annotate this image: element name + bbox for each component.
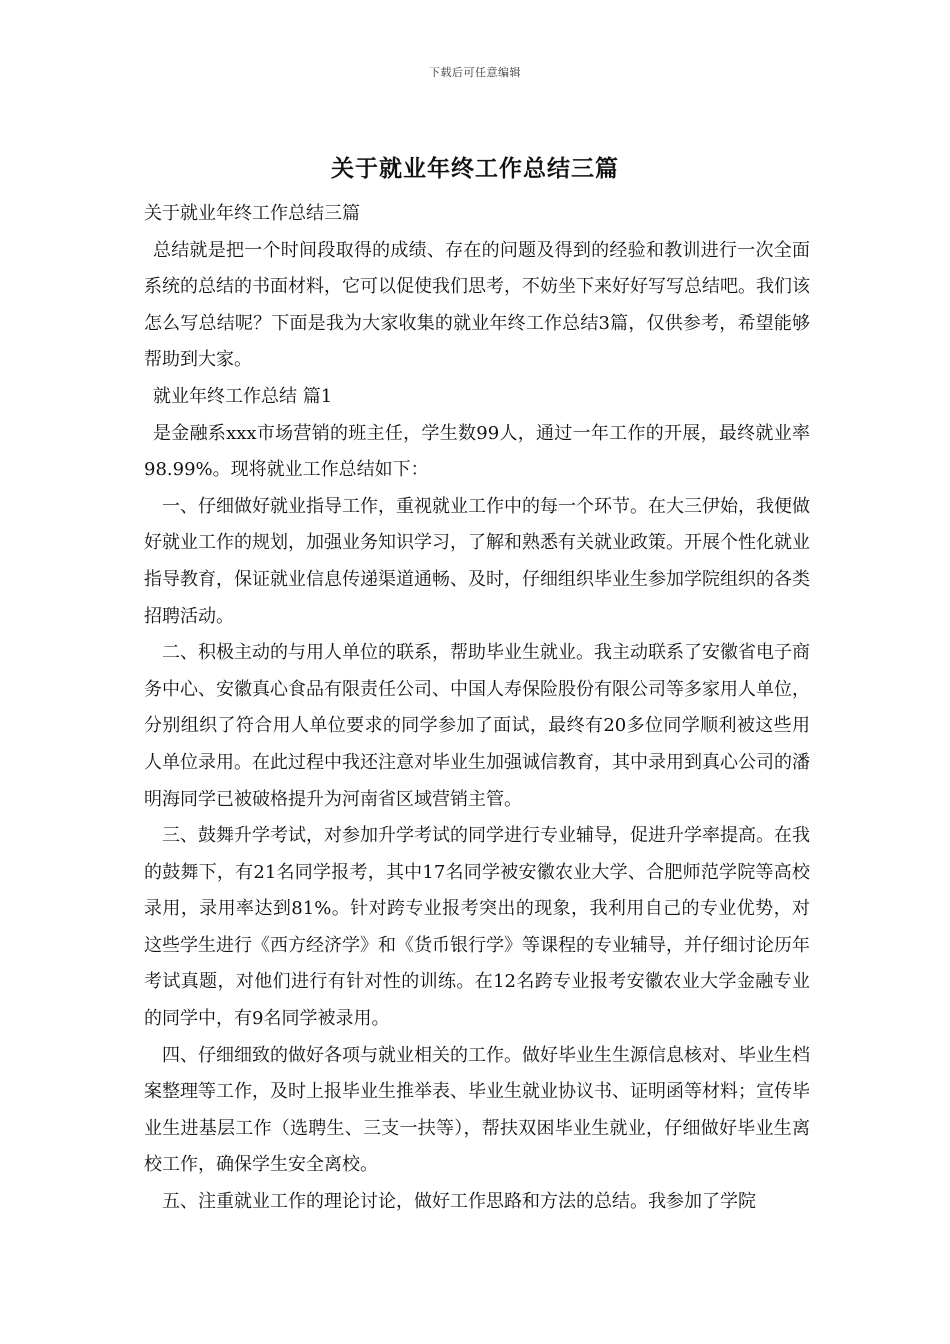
body-paragraph: 四、仔细细致的做好各项与就业相关的工作。做好毕业生生源信息核对、毕业生档案整理等工作，及时上报毕业生推举表、毕业生就业协议书、证明函等材料；宣传毕业生进基层工作（选聘生、三支一扶等），帮扶双困毕业生就业，仔细做好毕业生离校工作，确保学生安全离校。 bbox=[144, 1044, 810, 1176]
body-paragraph: 一、仔细做好就业指导工作，重视就业工作中的每一个环节。在大三伊始，我便做好就业工作的规划，加强业务知识学习，了解和熟悉有关就业政策。开展个性化就业指导教育，保证就业信息传递渠道通畅、及时，仔细组织毕业生参加学院组织的各类招聘活动。 bbox=[144, 495, 810, 627]
header-note: 下载后可任意编辑 bbox=[429, 66, 521, 79]
body-paragraph: 是金融系xxx市场营销的班主任，学生数99人，通过一年工作的开展，最终就业率98.99%。现将就业工作总结如下： bbox=[144, 422, 810, 481]
document-title: 关于就业年终工作总结三篇 bbox=[331, 155, 619, 182]
section-heading: 就业年终工作总结 篇1 bbox=[153, 385, 333, 407]
body-paragraph: 五、注重就业工作的理论讨论，做好工作思路和方法的总结。我参加了学院 bbox=[162, 1191, 756, 1213]
body-paragraph: 二、积极主动的与用人单位的联系，帮助毕业生就业。我主动联系了安徽省电子商务中心、安徽真心食品有限责任公司、中国人寿保险股份有限公司等多家用人单位，分别组织了符合用人单位要求的同学参加了面试，最终有20多位同学顺利被这些用人单位录用。在此过程中我还注意对毕业生加强诚信教育，其中录用到真心公司的潘明海同学已被破格提升为河南省区域营销主管。 bbox=[144, 642, 810, 810]
intro-paragraph: 总结就是把一个时间段取得的成绩、存在的问题及得到的经验和教训进行一次全面系统的总结的书面材料，它可以促使我们思考，不妨坐下来好好写写总结吧。我们该怎么写总结呢？下面是我为大家收集的就业年终工作总结3篇，仅供参考，希望能够帮助到大家。 bbox=[144, 239, 810, 371]
subtitle-line: 关于就业年终工作总结三篇 bbox=[144, 203, 360, 224]
document-body bbox=[144, 196, 810, 1221]
body-paragraph: 三、鼓舞升学考试，对参加升学考试的同学进行专业辅导，促进升学率提高。在我的鼓舞下，有21名同学报考，其中17名同学被安徽农业大学、合肥师范学院等高校录用，录用率达到81%。针对跨专业报考突出的现象，我利用自己的专业优势，对这些学生进行《西方经济学》和《货币银行学》等课程的专业辅导，并仔细讨论历年考试真题，对他们进行有针对性的训练。在12名跨专业报考安徽农业大学金融专业的同学中，有9名同学被录用。 bbox=[144, 825, 810, 1030]
